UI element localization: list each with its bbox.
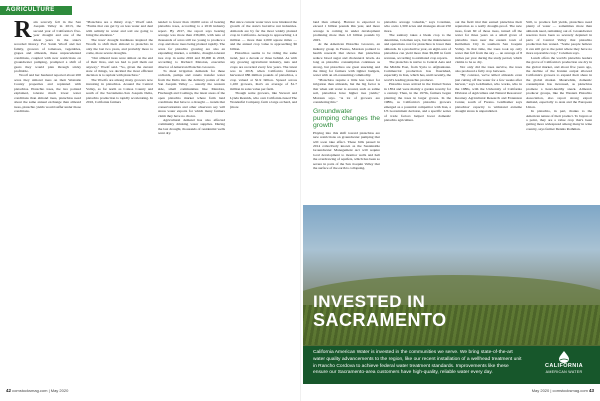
paragraph: Not only did the trees survive, the trees also produced a fully crop between. [455,64,522,73]
paragraph: out the field trial that earned pistachios their reputation as a really drought-proof. The new trees, from 60 of those trees, turned off the water for three years on a small grove of pistachio trees near the eastern town of Kettleman City in southern San Joaquin Valley. In that time, the trees took up only water that fell from the sky — an average of 8 inches per year during the study period, which claims to be so dry. [455,20,522,65]
article-column-1 [14,20,81,385]
paragraph: pistachio acreage valuable," says Coleman, who owns 1,500 acres and manages about 250 more. [384,20,451,33]
paragraph: The sanitary takes a bleak crop to the determine, Coleman says, but the maintenance and operations cost for pistachios is lower than almonds. In a productive year, an eight-acre of pistachios can yield more than $9,000 in farm revenue, according to estimated crop reports. [384,33,451,60]
article-column-6 [384,20,451,204]
paragraph: Lunch offers the world's pistachio leaders the grove of California's production are dry in the global market, and about five years ago, the decline of the Iranian output allowed California's growers to expand their share in the global market. Meanwhile, domestic consumption has increased, as pistachios promote a heart-healthy snack. Almond-producer groups, like the Western Pistachio Association, also report strong export demand, especially to Asia and the European Union. [526,55,592,109]
paragraph: tended to fewer than 10,000 acres of bearing pistachio trees, according to a 2016 industry report. By 2017, the report says bearing acreage was more than 236,000, with tens of thousands of acres still too young to produce a crop and more trees being planted rapidly. The acres for pistachio growing are also an expanding market, a reliable, drought-tolerant tree crop in some 2016 and 30,000 in 2018, according to Richard Matoian, executive director of American Pistachio Growers. [158,20,225,69]
ad-logo [534,351,594,377]
paragraph: Though some growers, like Stewart and Lynda Resnick, who own California-based The Wonderful Company, farm a large orchard, and (more [230,91,297,109]
footer-left [6,388,68,393]
page-number-right: 43 [588,388,594,393]
advertisement[interactable] [303,205,600,384]
ad-headline-line-2: SACRAMENTO [313,310,447,330]
paragraph: "Our almond trees were almost on the end of their lives, and we had to pull them out anyway," Woolf said. "So, given the current state of things, we decided the most efficient decision is to replant with pistachios." [86,55,153,78]
paragraph: The trees' drought hardiness inspired the Woolfs to shift their almond to pistachio in only the last two years, and probably more to come, more severe droughts. [86,37,153,56]
article-column-7 [455,20,522,204]
paragraph: To meet irrigation demands for these orchards, pumps and canals transfer water from the Delta into the delivery points of the San Joaquin Valley — usually the western side, small communities like Mendota, Firebaugh and Coalinga, the latest areas of the open pistachio market where farm land conditions that have to a drought — trends that conservationists and other observers say will stress water exports for which many farmers claim they have no choice. [158,68,225,118]
paragraph: Playing into this shift toward pistachios are new restrictions on groundwater pumping that will soon take effect. These bills passed in 2014 collectively known as the Sustainable Groundwater Management Act will require local development to monitor wells and halt the overdrawing of aquifers, which has been so severe in parts of the San Joaquin Valley that the surface of the earth is collapsing. [313,130,380,171]
article-column-4 [230,20,297,385]
section-label: AGRICULTURE [6,7,55,13]
logo-subtitle: AMERICAN WATER [545,370,583,374]
article-column-5 [313,20,380,204]
paragraph: Agricultural demand has also affected community drinking water supplies. During the last drought, thousands of residential wells went dry. [158,117,225,136]
page-gutter [300,0,301,401]
paragraph: The Woolfs are among many growers now investing in pistachios. Around the Central Valley, as far north as Colusa County and south of the Sacramento-San Joaquin Delta, pistachio production is rapidly accelerating. In 2016, California farmers [86,77,153,105]
footer-right [532,388,594,393]
paragraph: "By contrast, we've killed almonds even just cutting off the water for a few weeks after harvest," says Goldhamer, who works, who in the 1980s, with the University of California Division of Agriculture and Natural Resources' Kearney Agricultural Research and Extension Center, south of Fresno. Goldhamer says pistachios' capacity to withstand extreme drought stress is unparalleled. [455,73,522,114]
article-column-3 [158,20,225,385]
drop-cap: R [14,20,32,43]
article-column-8 [526,20,592,204]
article-column-2 [86,20,153,385]
paragraph: ain scarcely fell in the San Joaquin Valley in 2013, the second year of California's five-year drought and one of the driest years in the state's recorded history. For Sarah Woolf and her family, growers of tomatoes, vegetables, grapes and almonds, these unprecedented conditions, coupled with new restrictions on groundwater pumping, prompted a shift of gears they would plan through sticky profitable. [14,20,81,73]
paragraph: In pistachio, in part, thanks to the American nature of their product. To buyers at a point, they are a value crop that's been getting more widespread among many in wine country, says farmer Dennis Rothman. [526,109,592,131]
logo-wordmark: CALIFORNIA [545,363,583,369]
paragraph: land than others). Harvest is expected to exceed 1 billion pounds this year, and more acreage is coming in under development promising more than 1.6 billion pounds by 2025. [313,20,380,42]
page-number-left: 42 [6,388,12,393]
paragraph: "Pistachios require a little less water for irrigation than almonds, but the big factor is that when salt water is around, such as saline soil, pistachios have higher tree yields," Matoian says. "A lot of growers are considering this." [313,77,380,105]
water-drop-logo-icon [556,351,572,363]
footer-right-text: May 2020 | comstocksmag.com [531,388,588,393]
footer-left-text: comstocksmag.com | May 2020 [12,388,69,393]
paragraph: Woolf and her husband reported about 200 acres they almond trees on their Westside County properties and replanted with pistachios. Pistachio trees, the two pointed explained, tolerate much lower water conditions than almond trees, pistachios need about the same annual exchange than almond trees, pistachio yields would suffer under those conditions. [14,73,81,114]
paragraph: But since current water laws now hindered the growth of the state's lucrative nut industries. Almonds are by far the most widely planted crop in California. Acreage is approaching 1.4 million — more than 2,000 square miles — and the annual crop value is approaching $6 billion. [230,20,297,51]
paragraph: "Pistachios are a thirsty crop," Woolf said. "Farms that can get by on less water and deal with salinity in water and soil are going to bring the attention." [86,20,153,38]
paragraph: Pistachio trees arrived in the United States in 1854 and were mainly a garden novelty for a century. Then, in the 1970s, farmers began planting the trees in larger groves. In the 1980s, as California's pistachio growers emerged as a potential competitor with Iran, a US Government decision, and a specific series of trade factors helped boost domestic pistachio agriculture. [384,82,451,122]
paragraph: Pistachios seems to be riding the same trend, just a decade or three behind. As with any growing agricultural industry, nuts and crops are recorded every few years. The latest was in 2018, when California farmers harvested 986 million pounds of pistachios, a crop valued at $1.9 billion. Spread across 1,100 growers, that's an average of $1.7 million in sales value per farm. [230,51,297,91]
ad-body-copy: California American Water is invested in the communities we serve. We bring state-of-the-art water quality advancements to the region, like our recent installation of a wellhead treatment unit in Rancho Cordova to achieve federal water treatment standards. Improvements like these ensure our Sacramento-area customers have high-quality, reliable water every day. [313,350,522,376]
paragraph: At the American Pistachio Growers, an industry group in Fresno, Matoian pointed to health research that shows that pistachios reduce blood sugar and cholesterol levels. As long as pistachio consumption continues as strong, but pistachios are great snacking and the thing for farmers with tighter budgets, water with an all-consuming commodity. [313,42,380,78]
article-subhead: Groundwater pumping changes the growth [313,107,380,129]
ad-headline-line-1: INVESTED IN [313,292,426,311]
paragraph: Still, to produce full yields, pistachios need plenty of water — sometimes more than almonds need, remaining out of. Groundwater reserves have been so severely depleted in parts of Central Valley that pistachio production has waned. "Some people believe it can still get to the point where they have no more reportable crop," Coleman says. [526,20,592,56]
paragraph: The pistachio is native to Central Asia and the Middle East, from Syria to Afghanistan. Commercial production has flourished, especially in Iran, which has, until recently, the world's leading pistachio producer. [384,60,451,82]
